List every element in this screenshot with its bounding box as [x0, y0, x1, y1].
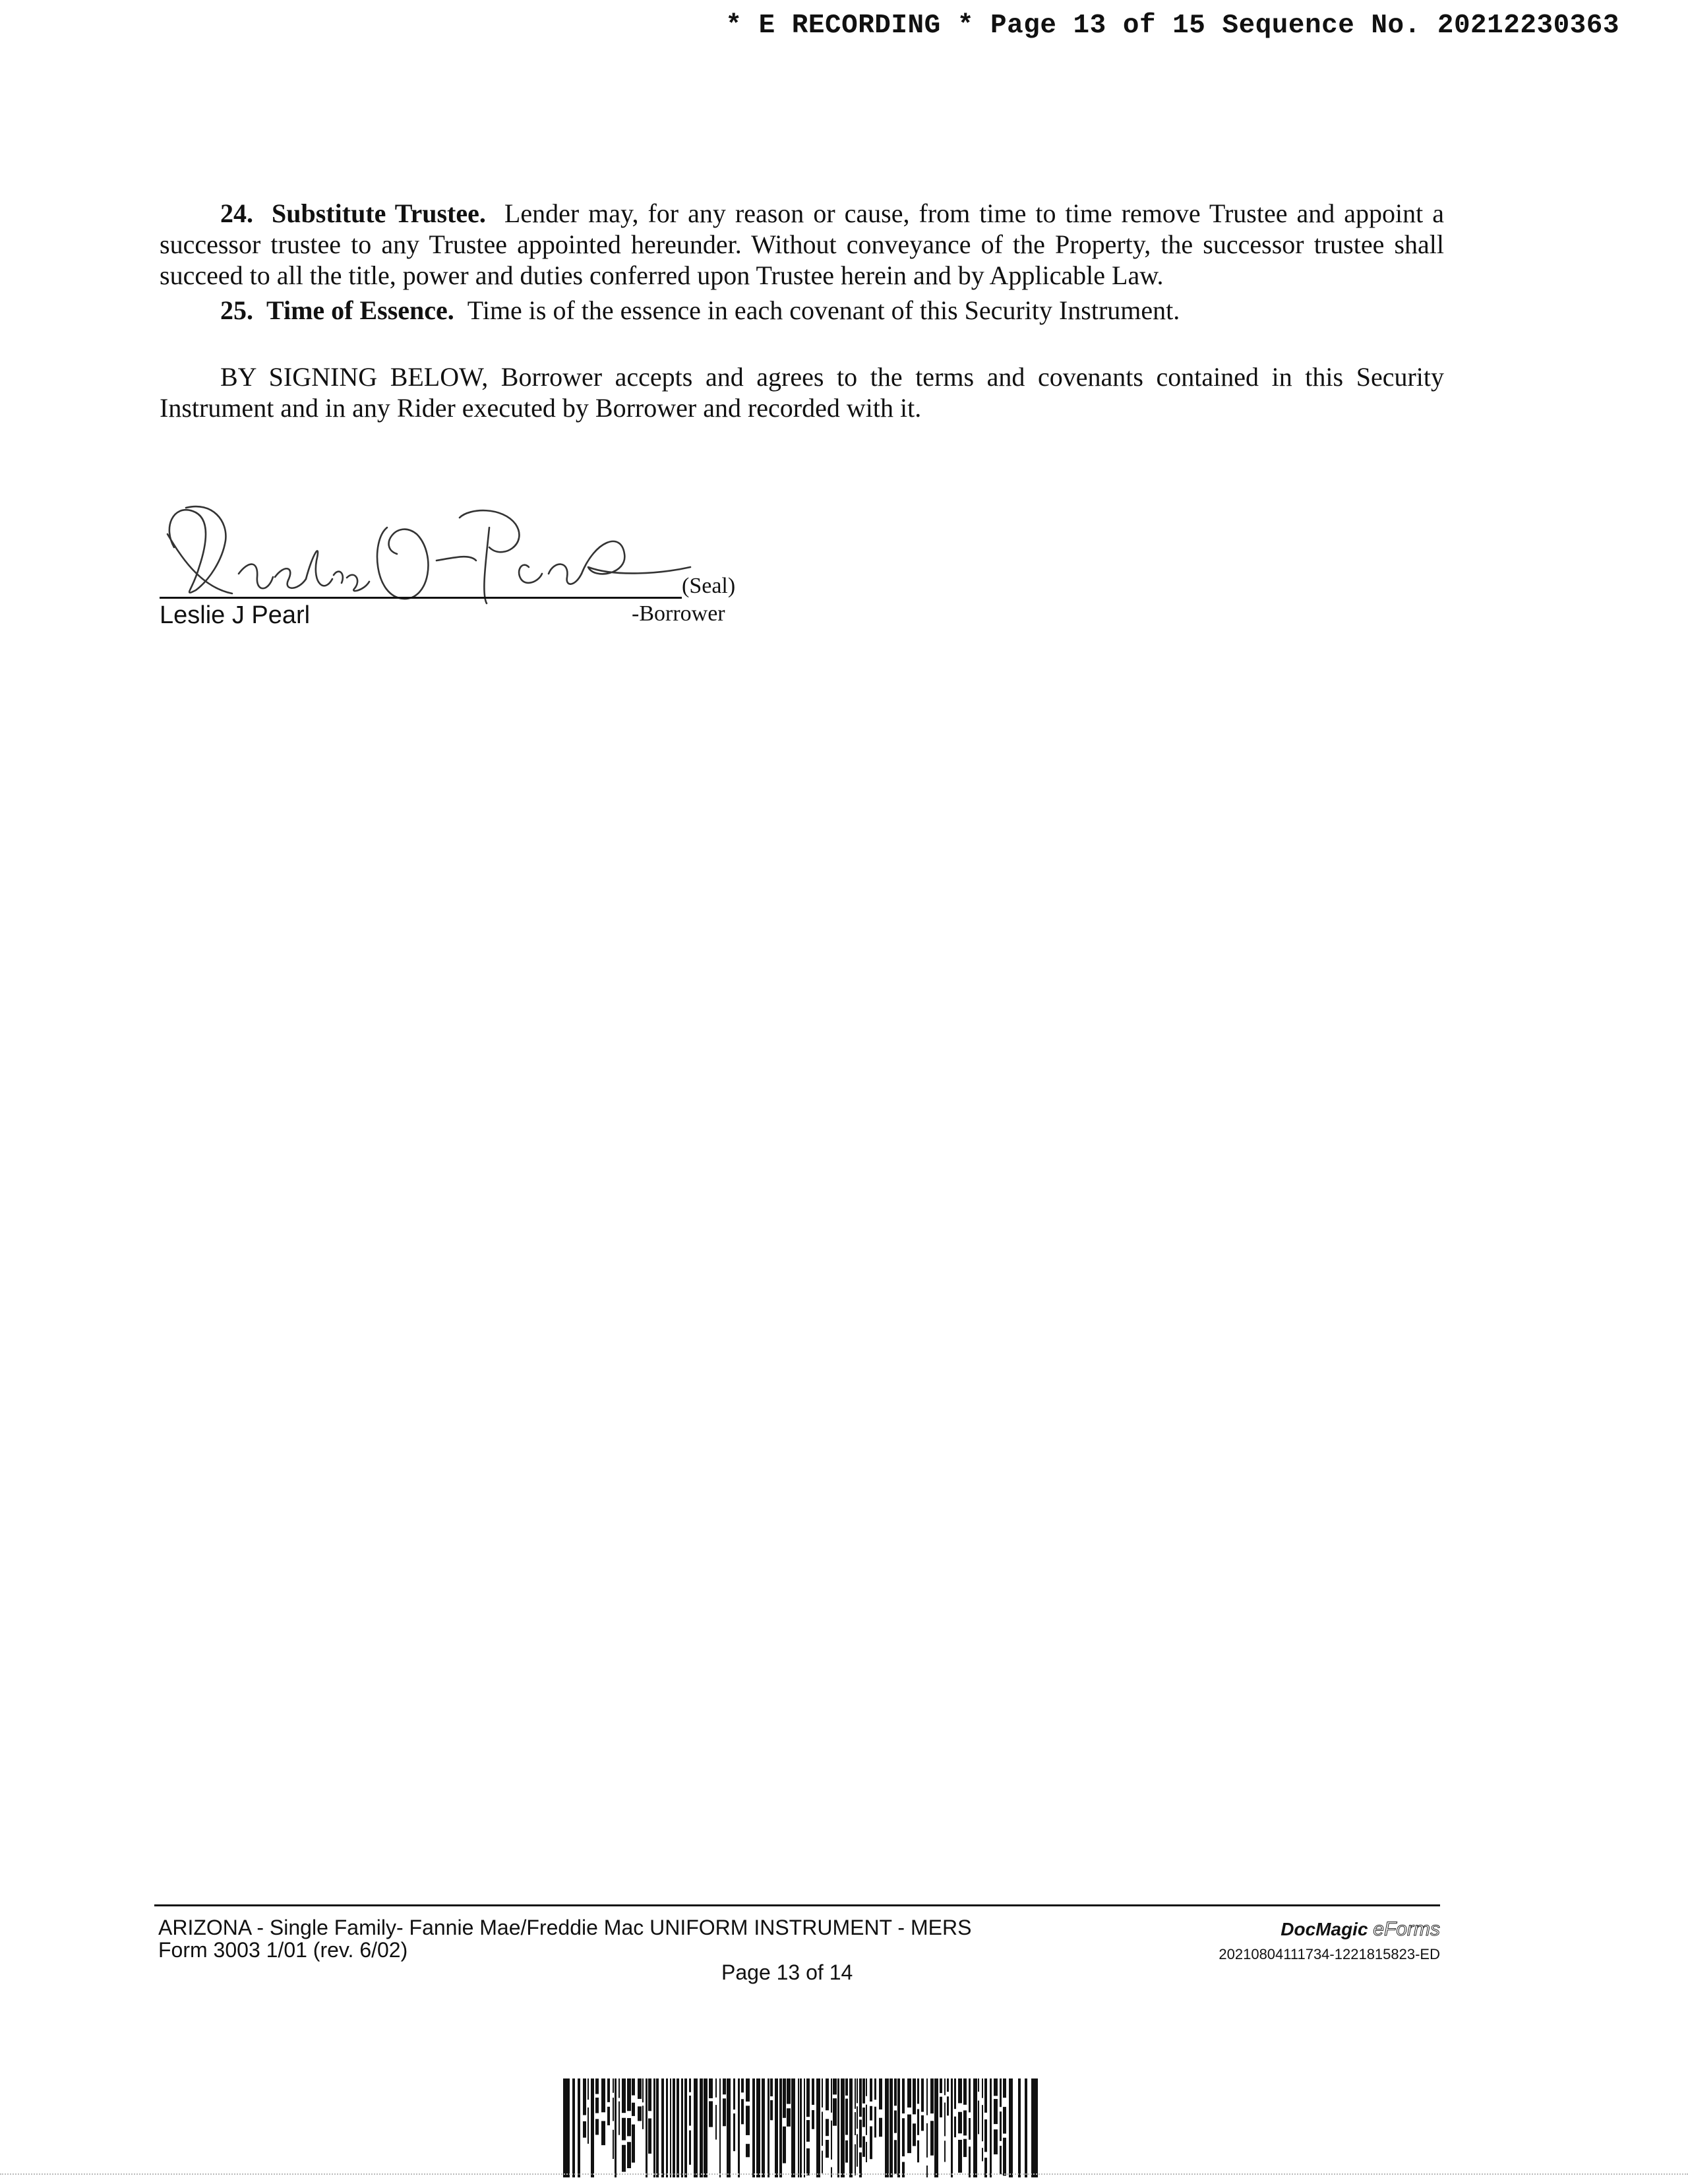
clause-25-text: Time is of the essence in each covenant of this Security Instrument. [467, 295, 1180, 325]
clause-24-number: 24. [220, 198, 253, 228]
form-footer [154, 1904, 1440, 1992]
signature-line [160, 597, 682, 599]
form-number: Form 3003 1/01 (rev. 6/02) [158, 1938, 408, 1962]
acknowledgement-text: BY SIGNING BELOW, Borrower accepts and agrees to the terms and covenants contained in this Security Instrument and in any Rider executed by Borrower and recorded with it. [160, 362, 1444, 423]
page-number: Page 13 of 14 [721, 1960, 853, 1984]
clause-25-number: 25. [220, 295, 253, 325]
signature-block [160, 462, 753, 640]
clause-25 [160, 295, 1444, 326]
signer-name: Leslie J Pearl [160, 601, 311, 629]
handwritten-signature [160, 462, 700, 607]
borrower-role-label: -Borrower [632, 601, 725, 626]
docmagic-logo [1281, 1918, 1440, 1941]
form-title: ARIZONA - Single Family- Fannie Mae/Freddie Mac UNIFORM INSTRUMENT - MERS [158, 1916, 972, 1939]
brand-suffix: eForms [1373, 1918, 1440, 1940]
document-id: 20210804111734-1221815823-ED [1219, 1946, 1440, 1962]
clause-24-text: Lender may, for any reason or cause, from time to time remove Trustee and appoint a successor trustee to any Trustee appointed hereunder. Without conveyance of the Property, the successor trustee shall succeed to all the title, power and duties conferred upon Trustee herein and by Applicable Law. [160, 198, 1445, 290]
clause-25-title: Time of Essence. [266, 295, 454, 325]
document-barcode [563, 2078, 1039, 2177]
seal-label: (Seal) [682, 574, 736, 598]
clause-24-title: Substitute Trustee. [272, 198, 486, 228]
page-bottom-edge [0, 2173, 1688, 2175]
recording-stamp: * E RECORDING * Page 13 of 15 Sequence No. 20212230363 [725, 11, 1619, 41]
brand-name: DocMagic [1281, 1919, 1368, 1939]
acknowledgement-paragraph [160, 361, 1444, 423]
clause-24 [160, 198, 1444, 291]
